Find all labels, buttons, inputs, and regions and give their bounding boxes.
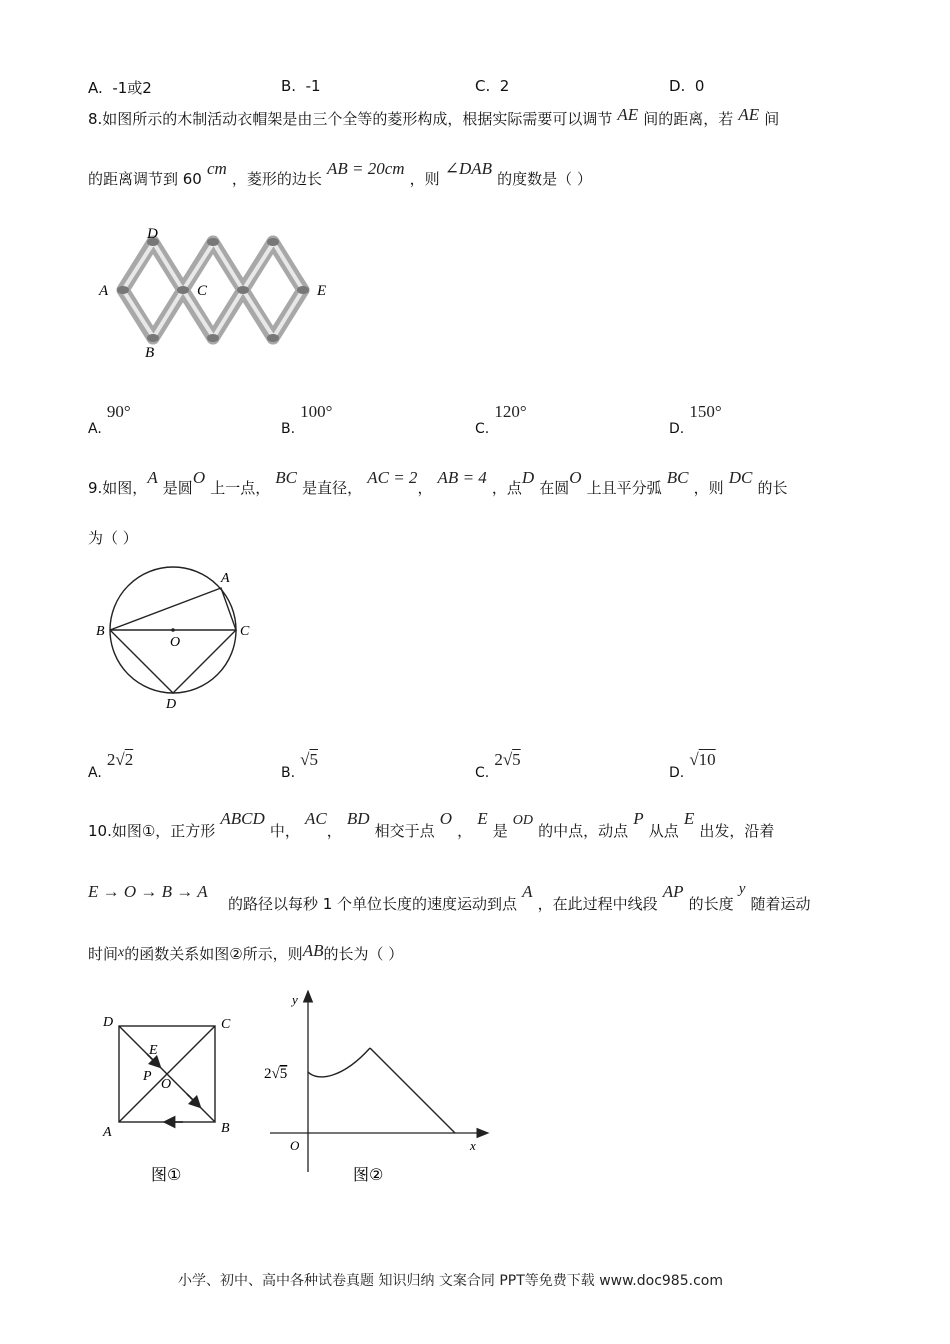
radical-icon: √ [300,750,310,769]
q9-line-2: 为（ ） [88,529,138,547]
q10-fig1-label-a: A [103,1125,112,1140]
q8-math-ae: AE [738,105,760,124]
q10-fig1-caption: 图① [151,1165,182,1184]
q8-text: 间的距离，若 [643,110,734,128]
q8-label-d: D [147,226,158,242]
q10-line-1: 10.如图①，正方形 ABCD 中， AC， BD 相交于点 O ， E 是 OD 的中点，动点 P 从点 E 出发，沿着 [88,809,775,840]
q8-label-e: E [317,283,327,299]
q10-graph-figure [258,990,498,1190]
q8-math-ae: AE [617,105,639,124]
q8-line-1 [88,105,780,129]
q9-label-b: B [96,624,105,639]
q9-label-a: A [221,571,230,586]
q10-fig1-label-d: D [103,1015,114,1030]
q9-line-1: 9.如图，A 是圆O 上一点， BC 是直径， AC = 2， AB = 4 ，点D 在圆O 上且平分弧 BC ，则 DC 的长 [88,468,788,497]
radical-icon: √ [115,750,125,769]
q10-graph-origin: O [290,1138,300,1153]
q9-option-d: D. √10 [669,750,716,781]
q8-label-a: A [99,283,109,299]
q8-text: ，则 [409,170,440,188]
q9-label-d: D [166,697,177,712]
q10-fig1-label-p: P [143,1069,152,1084]
q8-coat-rack-figure [95,220,345,360]
q10-fig1-label-o: O [161,1077,172,1092]
page-footer: 小学、初中、高中各种试卷真题 知识归纳 文案合同 PPT等免费下载 www.doc985.com [178,1273,723,1289]
q8-text: 间 [764,110,780,128]
q10-graph-axis-x: x [470,1138,476,1153]
q8-label-b: B [145,345,155,360]
radical-icon: √ [502,750,513,769]
q10-square-figure [95,1008,245,1193]
q7-option-d: D. 0 [669,77,705,95]
q8-text: ，菱形的边长 [231,170,322,188]
q8-text: 8.如图所示的木制活动衣帽架是由三个全等的菱形构成，根据实际需要可以调节 [88,110,613,128]
q8-option-b: B. 100° [281,402,333,437]
q7-option-b: B. -1 [281,77,321,95]
q9-option-a: A. 2√2 [88,750,134,781]
q10-fig1-label-e: E [149,1043,158,1058]
q10-fig2-caption: 图② [353,1165,384,1184]
q8-math-ab: AB = 20cm [326,159,405,178]
q10-graph-value: 2√5 [264,1066,288,1082]
q7-option-c: C. 2 [475,77,510,95]
q7-option-a: A. -1或2 [88,79,152,97]
q10-graph-axis-y: y [292,992,298,1007]
q10-fig1-label-c: C [221,1017,231,1032]
q8-option-a: A. 90° [88,402,131,437]
q8-math-cm: cm [206,159,227,178]
q8-math-angle: ∠DAB [444,159,493,178]
q8-text: 的度数是（ ） [497,170,592,188]
radical-icon: √ [271,1066,280,1082]
q8-text: 的距离调节到 60 [88,170,202,188]
q10-line-3: 时间x的函数关系如图②所示，则AB的长为（ ） [88,941,404,963]
q8-option-c: C. 120° [475,402,527,437]
q10-line-2: E → O → B → A 的路径以每秒 1 个单位长度的速度运动到点 A ，在此过程中线段 AP 的长度 y 随着运动 [88,881,811,913]
q9-label-o: O [170,635,181,650]
q8-line-2 [88,159,592,189]
q9-circle-figure [90,562,265,712]
q8-label-c: C [197,283,208,299]
q9-option-b: B. √5 [281,750,318,781]
q8-option-d: D. 150° [669,402,722,437]
q9-label-c: C [240,624,250,639]
q10-path: E → O → B → A [88,882,208,901]
radical-icon: √ [689,750,699,769]
q10-fig1-label-b: B [221,1121,230,1136]
q9-option-c: C. 2√5 [475,750,521,781]
